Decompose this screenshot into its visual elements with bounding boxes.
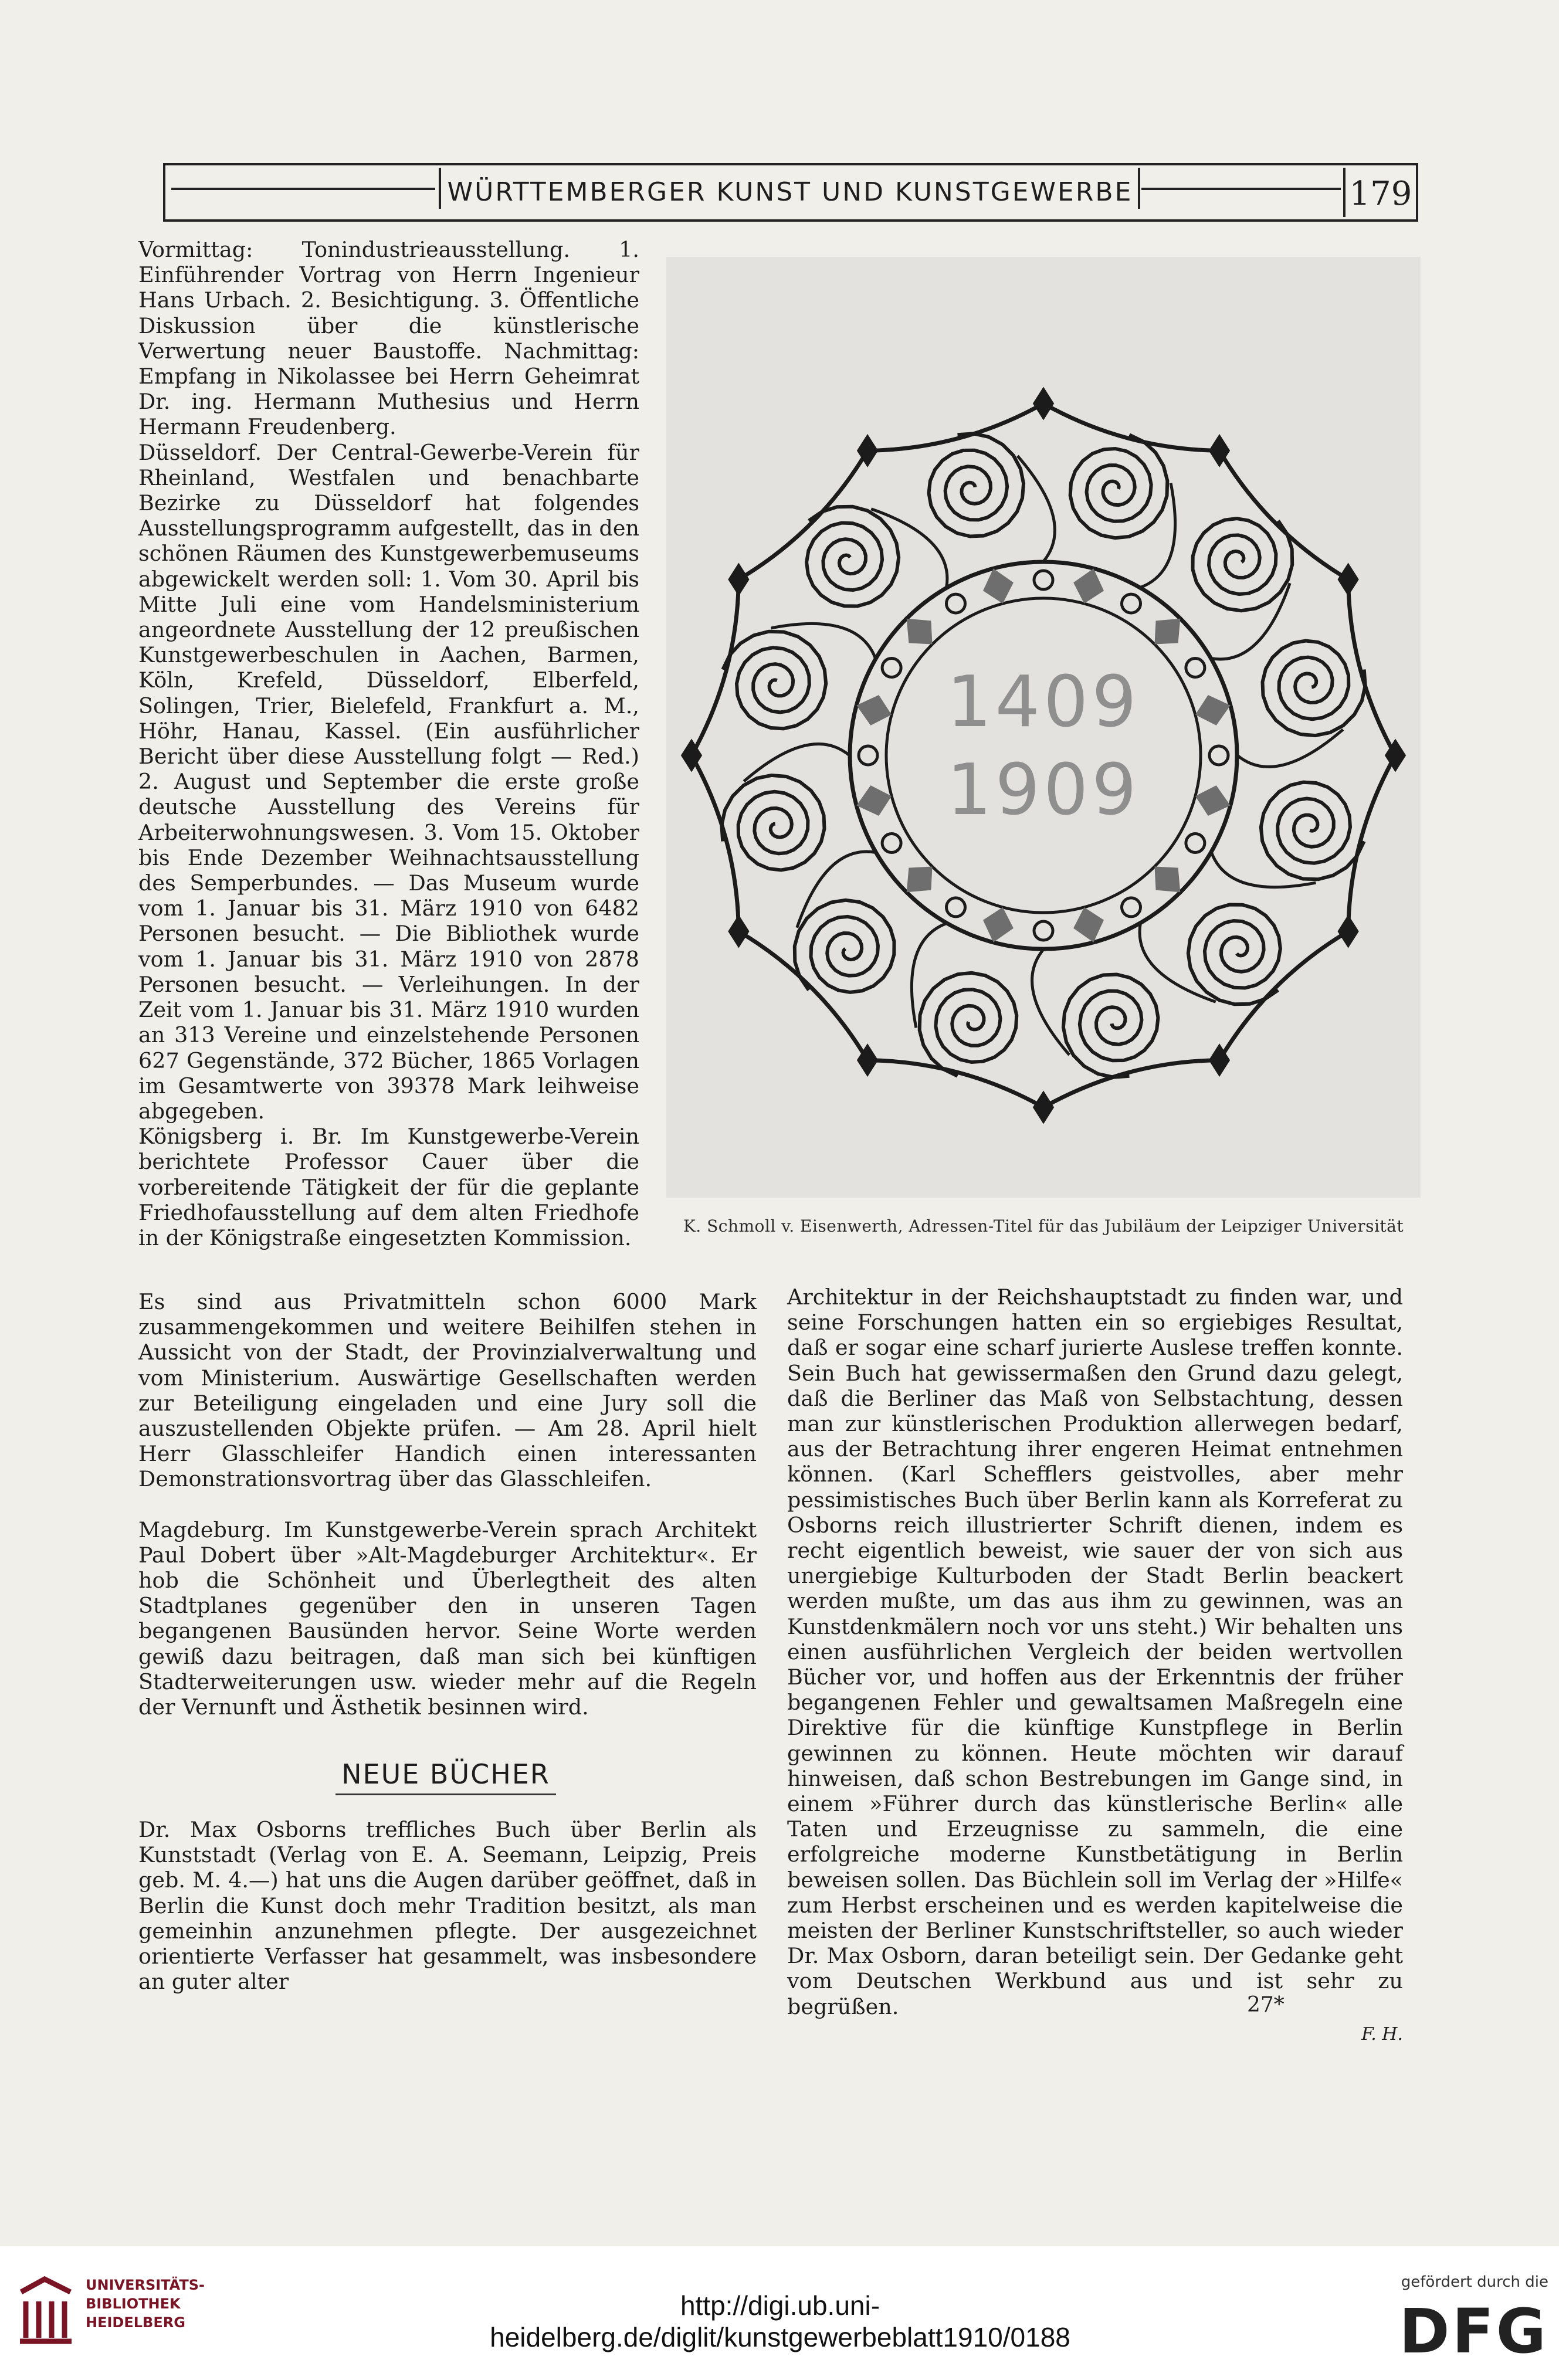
ornament-tendril <box>744 744 850 782</box>
book-column <box>138 1817 757 1994</box>
ornament-loop <box>1209 746 1228 765</box>
library-logo-icon <box>15 2274 76 2345</box>
ornament-triangle <box>983 568 1014 604</box>
ornament-triangle <box>856 785 892 816</box>
ornament-diamond <box>730 567 747 592</box>
ornament-loop <box>1122 898 1141 917</box>
ornament-diamond <box>1340 567 1357 592</box>
ornament-triangle <box>1073 907 1104 942</box>
ornament-loop <box>1122 594 1141 613</box>
year-1909: 1909 <box>947 750 1140 831</box>
ornament-tendril <box>1140 483 1175 588</box>
paragraph-duesseldorf: Düsseldorf. Der Central-Gewerbe-Verein für Rheinland, Westfalen und benachbarte Bezirke zu Düsseldorf hat folgendes Ausstellungsprogramm aufgestellt, das in den schönen Räumen des Kunstgewerbemuseums abgewickelt werden soll: 1. Vom 30. April bis Mitte Juli eine vom Handelsministerium angeordnete Ausstellung der 12 preußischen Kunstgewerbeschulen in Aachen, Barmen, Köln, Krefeld, Düsseldorf, Elberfeld, Solingen, Trier, Bielefeld, Frankfurt a. M., Höhr, Hanau, Kassel. (Ein ausführlicher Bericht über diese Ausstellung folgt — Red.) 2. August und September die erste große deutsche Ausstellung des Vereins für Arbeiterwohnungswesen. 3. Vom 15. Oktober bis Ende Dezember Weihnachtsausstellung des Semperbundes. — Das Museum wurde vom 1. Januar bis 31. März 1910 von 6482 Personen besucht. — Die Bibliothek wurde vom 1. Januar bis 31. März 1910 von 2878 Personen besucht. — Verleihungen. In der Zeit vom 1. Januar bis 31. März 1910 wurden an 313 Vereine und einzelstehende Personen 627 Gegenstände, 372 Bücher, 1865 Vorlagen im Gesamtwerte von 39378 Mark leihweise abgegeben. <box>138 439 639 1124</box>
dfg-logo: DFG <box>1399 2296 1548 2367</box>
running-head-divider <box>1343 168 1346 217</box>
ornament-tendril <box>1032 949 1070 1055</box>
ornament-triangle <box>1195 695 1231 725</box>
ornament-spiral <box>1263 641 1365 736</box>
page-number: 179 <box>1349 175 1412 213</box>
author-initials: F. H. <box>1361 2023 1403 2045</box>
ornament-loop <box>947 898 965 917</box>
ornament-loop <box>859 746 877 765</box>
running-head-rule-right <box>1141 188 1341 190</box>
ornament-tendril <box>771 623 876 659</box>
ornament-spiral <box>1063 975 1158 1077</box>
paragraph-magdeburg: Magdeburg. Im Kunstgewerbe-Verein sprach Architekt Paul Dobert über »Alt-Magdeburger Architektur«. Er hob die Schönheit und Überlegtheit des alten Stadtplanes gegenüber den in unseren Tagen begangenen Bausünden hervor. Seine Worte werden gewiß dazu beitragen, daß man sich bei künftigen Stadterweiterungen usw. wieder mehr auf die Regeln der Vernunft und Ästhetik besinnen wird. <box>138 1517 757 1720</box>
section-heading: NEUE BÜCHER <box>341 1758 550 1790</box>
permalink-url[interactable]: http://digi.ub.uni-heidelberg.de/diglit/kunstgewerbeblatt1910/0188 <box>490 2290 1070 2352</box>
library-name: UNIVERSITÄTS- BIBLIOTHEK HEIDELBERG <box>86 2277 205 2331</box>
ornament-spiral <box>806 507 899 606</box>
ornament-triangle <box>1155 619 1181 645</box>
jubilee-address-ornament <box>666 257 1421 1198</box>
section-heading-rule <box>335 1794 556 1795</box>
year-1409: 1409 <box>947 662 1140 743</box>
ornament-tendril <box>911 923 947 1028</box>
ornament-loop <box>882 659 901 677</box>
paragraph-koenigsberg-cont: Es sind aus Privatmitteln schon 6000 Mark zusammengekommen und weitere Beihilfen stehen in Aussicht von der Stadt, der Provinzialverwaltung und vom Ministerium. Auswärtige Gesellschaften werden zur Beteiligung eingeladen und eine Jury soll die auszustellenden Objekte prüfen. — Am 28. April hielt Herr Glasschleifer Handich einen interessanten Demonstrationsvortrag über das Glasschleifen. <box>138 1289 757 1492</box>
ornament-figure <box>666 257 1421 1198</box>
paragraph-osborn: Dr. Max Osborns treffliches Buch über Berlin als Kunststadt (Verlag von E. A. Seemann, Leipzig, Preis geb. M. 4.—) hat uns die Augen darüber geöffnet, daß in Berlin die Kunst doch mehr Tradition besitzt, als man gemeinhin anzunehmen pflegte. Der ausgezeichnet orientierte Verfasser hat gesammelt, was insbesondere an guter alter <box>138 1817 757 1995</box>
ornament-tendril <box>1018 456 1055 562</box>
ornament-loop <box>1186 834 1205 853</box>
running-head-divider <box>439 168 441 209</box>
ornament-triangle <box>1073 568 1104 604</box>
ornament-spiral <box>1261 782 1364 880</box>
ornament-triangle <box>907 619 933 645</box>
ornament-spiral <box>723 632 826 729</box>
ornament-loop <box>1034 921 1053 940</box>
paragraph-koenigsberg: Königsberg i. Br. Im Kunstgewerbe-Verein berichtete Professor Cauer über die vorbereitende Tätigkeit der für die geplante Friedhofausstellung auf dem alten Friedhofe in der Königstraße eingesetzten Kommission. <box>138 1124 639 1250</box>
ornament-spiral <box>721 775 824 870</box>
paragraph-vormittag: Vormittag: Tonindustrieausstellung. 1. Einführender Vortrag von Herrn Ingenieur Hans Urbach. 2. Besichtigung. 3. Öffentliche Diskussion über die künstlerische Verwertung neuer Baustoffe. Nachmittag: Empfang in Nikolassee bei Herrn Geheimrat Dr. ing. Hermann Muthesius und Herrn Hermann Freudenberg. <box>138 237 639 440</box>
ornament-spiral <box>1193 518 1293 611</box>
ornament-spiral <box>1070 435 1168 538</box>
ornament-loop <box>882 834 901 853</box>
ornament-loop <box>947 594 965 613</box>
running-head-divider <box>1138 168 1140 209</box>
running-head-rule-left <box>171 188 435 190</box>
ornament-tendril <box>1211 852 1316 887</box>
ornament-triangle <box>856 695 892 725</box>
ornament-diamond <box>1035 391 1052 416</box>
ornament-diamond <box>1035 1094 1052 1120</box>
right-column <box>787 1284 1403 2047</box>
ornament-spiral <box>1188 905 1280 1005</box>
figure-caption: K. Schmoll v. Eisenwerth, Adressen-Titel für das Jubiläum der Leipziger Universität <box>683 1216 1404 1236</box>
signature-mark: 27* <box>1247 1993 1285 2017</box>
ornament-triangle <box>907 867 933 893</box>
paragraph-architektur: Architektur in der Reichshauptstadt zu finden war, und seine Forschungen hatten ein so ergiebiges Resultat, daß er sogar eine scharf jurierte Auslese treffen konnte. Sein Buch hat gewissermaßen den Grund dazu gelegt, daß die Berliner das Maß von Selbstachtung, dessen man zur künstlerischen Produktion allerwegen bedarf, aus der Betrachtung ihrer engeren Heimat entnehmen können. (Karl Schefflers geistvolles, aber mehr pessimistisches Buch über Berlin kann als Korreferat zu Osborns reich illustrierter Schrift dienen, indem es recht eigentlich beweist, wie sauer der von sich aus unergiebige Kulturboden der Stadt Berlin beackert werden mußte, um das aus ihm zu gewinnen, was an Kunstdenkmälern noch vor uns steht.) Wir behalten uns einen ausführlichen Vergleich der beiden wertvollen Bücher vor, und hoffen aus der Erkenntnis der früher begangenen Fehler und gewaltsamen Maßregeln eine Direktive für die künftige Kunstpflege in Berlin gewinnen zu können. Heute möchten wir darauf hinweisen, daß schon Bestrebungen im Gange sind, in einem »Führer durch das künstlerische Berlin« alle Taten und Erzeugnisse zu sammeln, die eine erfolgreiche moderne Kunstbetätigung in Berlin beweisen sollen. Das Büchlein soll im Verlag der »Hilfe« zum Herbst erscheinen und es werden kapitelweise die meisten der Berliner Kunstschriftsteller, so auch wieder Dr. Max Osborn, daran beteiligt sein. Der Gedanke geht vom Deutschen Werkbund aus und ist sehr zu begrüßen. <box>787 1284 1403 2019</box>
funding-note: gefördert durch die <box>1401 2273 1548 2291</box>
ornament-loop <box>1034 571 1053 589</box>
ornament-spiral <box>929 433 1024 536</box>
ornament-loop <box>1186 659 1205 677</box>
ornament-spiral <box>795 900 894 992</box>
left-column-upper <box>138 237 639 1250</box>
ornament-diamond <box>730 918 747 944</box>
running-head-title: WÜRTTEMBERGER KUNST UND KUNSTGEWERBE <box>447 177 1133 207</box>
ornament-triangle <box>1195 785 1231 816</box>
ornament-spiral <box>920 973 1017 1076</box>
ornament-diamond <box>1340 918 1357 944</box>
ornament-tendril <box>1237 730 1343 767</box>
left-column-lower <box>138 1289 757 1720</box>
ornament-triangle <box>1155 867 1181 893</box>
ornament-triangle <box>983 907 1014 942</box>
